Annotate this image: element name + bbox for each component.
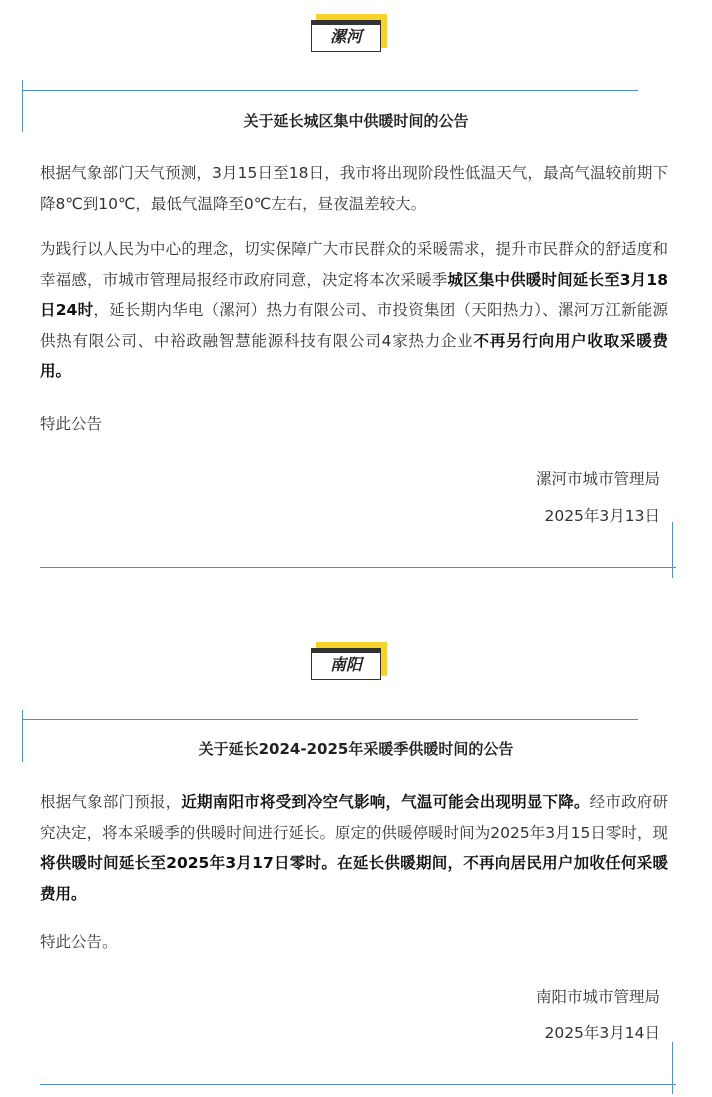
issuer: 漯河市城市管理局	[535, 470, 660, 488]
issue-date: 2025年3月14日	[544, 1024, 660, 1042]
paragraph-1	[40, 787, 668, 909]
paragraph-1-text-2: 经市政府研究决定，将本采暖季的供暖时间进行延长。原定的供暖停暖时间为2025年3月15日零时，现	[40, 793, 668, 842]
closing-text: 特此公告。	[40, 933, 118, 951]
city-tag-label: 南阳	[311, 648, 381, 680]
issuer: 南阳市城市管理局	[535, 988, 660, 1006]
paragraph-1-bold-1: 近期南阳市将受到冷空气影响，气温可能会出现明显下降。	[181, 793, 590, 811]
top-rule	[22, 90, 638, 91]
city-tag	[311, 642, 387, 682]
top-rule	[22, 719, 638, 720]
paragraph-2	[40, 234, 668, 387]
bottom-right-corner-line	[672, 1042, 673, 1094]
paragraph-1: 根据气象部门天气预测，3月15日至18日，我市将出现阶段性低温天气，最高气温较前期下降8℃到10℃，最低气温降至0℃左右，昼夜温差较大。	[40, 164, 668, 213]
paragraph-2-text-1: 为践行以人民为中心的理念，切实保障广大市民群众的采暖需求，提升市民群众的舒适度和幸福感，市城市管理局报经市政府同意，决定将本次采暖季	[40, 240, 668, 289]
announcement-title: 关于延长2024-2025年采暖季供暖时间的公告	[198, 740, 514, 758]
paragraph-2-bold-1: 城区集中供暖时间延长至3月18日24时	[40, 270, 668, 319]
paragraph-2-text-2: ，延长期内华电（漯河）热力有限公司、市投资集团（天阳热力）、漯河万江新能源供热有限公司、中裕政融智慧能源科技有限公司4家热力企业	[40, 301, 668, 350]
paragraph-1-text-1: 根据气象部门预报，	[40, 793, 182, 811]
paragraph-1-bold-2: 将供暖时间延长至2025年3月17日零时。在延长供暖期间，不再向居民用户加收任何采暖费用。	[40, 854, 668, 903]
bottom-right-corner-line	[672, 522, 673, 578]
closing-text: 特此公告	[40, 415, 103, 433]
paragraph-2-bold-2: 不再另行向用户收取采暖费用。	[40, 331, 668, 380]
issue-date: 2025年3月13日	[544, 507, 660, 525]
announcement-title: 关于延长城区集中供暖时间的公告	[243, 112, 469, 130]
city-tag-label: 漯河	[311, 20, 381, 52]
bottom-rule	[40, 567, 676, 568]
bottom-rule	[40, 1084, 676, 1085]
announcement-nanyang	[0, 632, 712, 1097]
city-tag	[311, 14, 387, 54]
